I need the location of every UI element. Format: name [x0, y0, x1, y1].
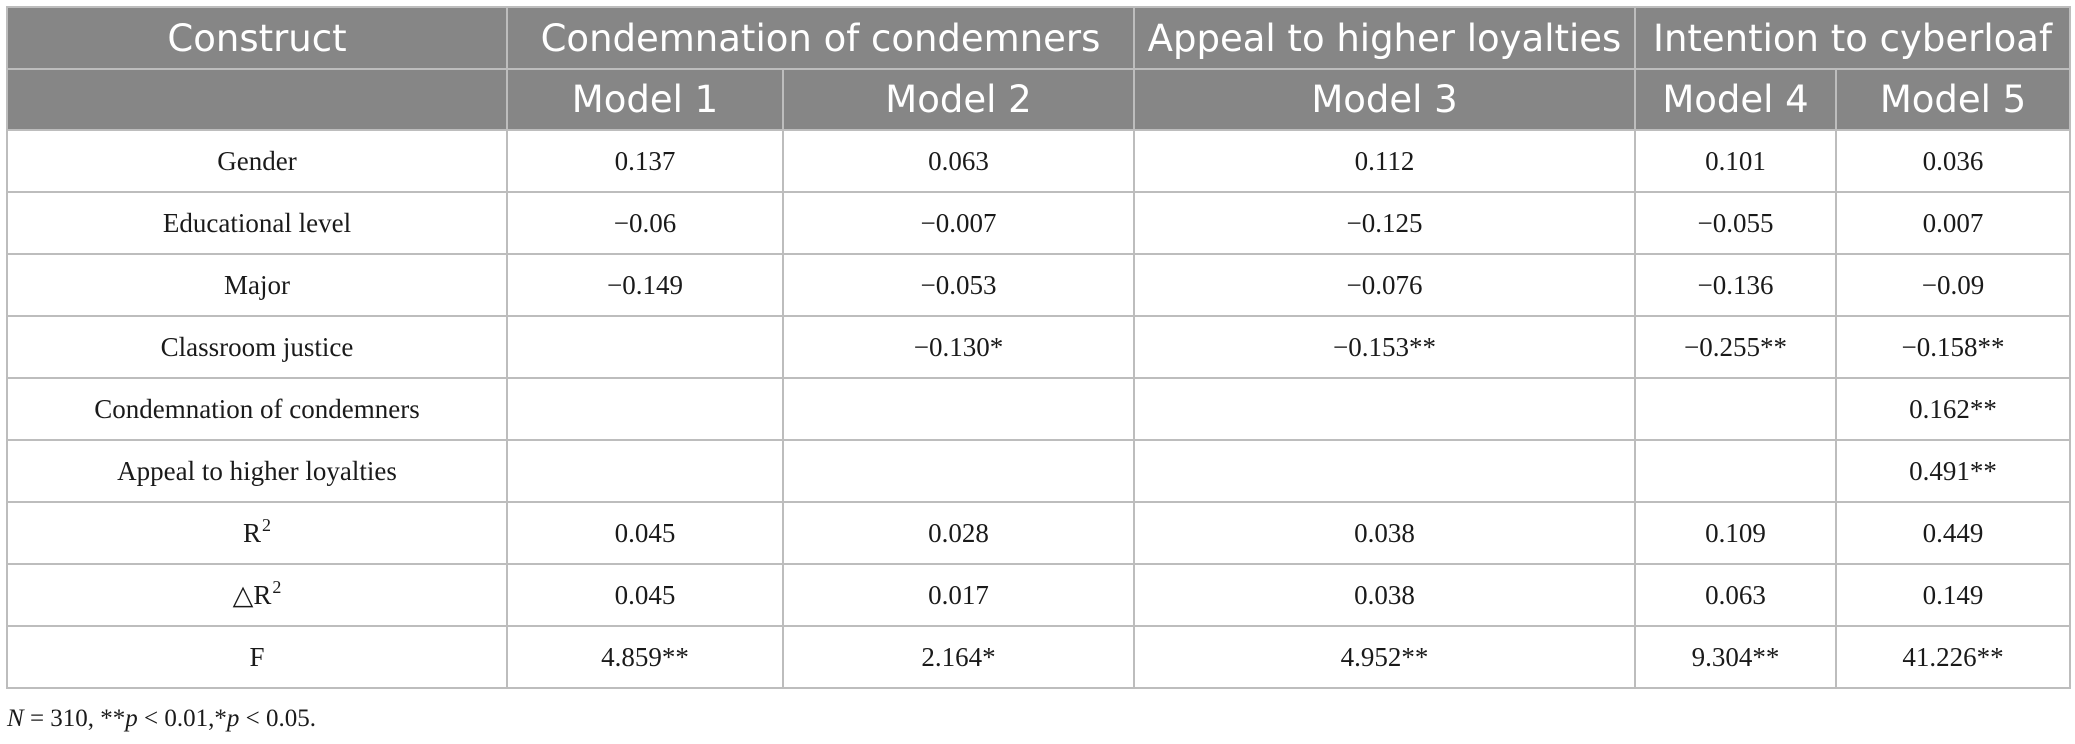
row-label	[7, 440, 507, 502]
cell-model-4: −0.055	[1635, 192, 1836, 254]
model-header-5: Model 5	[1836, 69, 2070, 130]
superscript: 2	[262, 514, 271, 535]
cell-model-2: −0.007	[783, 192, 1134, 254]
model-header-2: Model 2	[783, 69, 1134, 130]
cell-model-1: 4.859**	[507, 626, 783, 688]
cell-model-5: −0.09	[1836, 254, 2070, 316]
cell-model-5: −0.158**	[1836, 316, 2070, 378]
cell-model-1: −0.149	[507, 254, 783, 316]
row-label	[7, 564, 507, 626]
table-row	[7, 254, 2070, 316]
group-header-appeal: Appeal to higher loyalties	[1134, 7, 1635, 69]
cell-model-3: −0.153**	[1134, 316, 1635, 378]
cell-model-3: 0.038	[1134, 564, 1635, 626]
cell-model-2: 0.063	[783, 130, 1134, 192]
cell-model-5: 0.149	[1836, 564, 2070, 626]
cell-model-3: −0.125	[1134, 192, 1635, 254]
table-body	[7, 130, 2070, 688]
header-row-models	[7, 69, 2070, 130]
row-label	[7, 378, 507, 440]
row-label-text: Educational level	[162, 207, 352, 238]
table-row	[7, 440, 2070, 502]
cell-model-3: 4.952**	[1134, 626, 1635, 688]
model-header-1: Model 1	[507, 69, 783, 130]
cell-model-5: 0.162**	[1836, 378, 2070, 440]
cell-model-4: 0.109	[1635, 502, 1836, 564]
model-header-4: Model 4	[1635, 69, 1836, 130]
cell-model-2: 0.017	[783, 564, 1134, 626]
cell-model-4: 9.304**	[1635, 626, 1836, 688]
table-row	[7, 130, 2070, 192]
superscript: 2	[272, 576, 282, 597]
cell-model-1: 0.045	[507, 502, 783, 564]
cell-model-4: 0.063	[1635, 564, 1836, 626]
cell-model-4: −0.136	[1635, 254, 1836, 316]
cell-model-5: 0.491**	[1836, 440, 2070, 502]
row-label	[7, 254, 507, 316]
cell-model-1	[507, 440, 783, 502]
table-row	[7, 316, 2070, 378]
cell-model-1: −0.06	[507, 192, 783, 254]
cell-model-2	[783, 440, 1134, 502]
row-label-text: △R	[232, 579, 272, 610]
cell-model-2	[783, 378, 1134, 440]
row-label-text: Condemnation of condemners	[94, 393, 420, 424]
cell-model-2: −0.130*	[783, 316, 1134, 378]
table-row	[7, 378, 2070, 440]
cell-model-3	[1134, 378, 1635, 440]
table-row	[7, 502, 2070, 564]
row-label	[7, 316, 507, 378]
row-label	[7, 130, 507, 192]
cell-model-4: −0.255**	[1635, 316, 1836, 378]
cell-model-1	[507, 378, 783, 440]
row-label-text: Classroom justice	[160, 331, 354, 362]
construct-header: Construct	[7, 7, 507, 69]
row-label	[7, 192, 507, 254]
header-row-groups	[7, 7, 2070, 69]
cell-model-3: 0.038	[1134, 502, 1635, 564]
cell-model-5: 41.226**	[1836, 626, 2070, 688]
cell-model-3: −0.076	[1134, 254, 1635, 316]
cell-model-2: 2.164*	[783, 626, 1134, 688]
table-row	[7, 564, 2070, 626]
construct-header-blank	[7, 69, 507, 130]
cell-model-3	[1134, 440, 1635, 502]
group-header-condemnation: Condemnation of condemners	[507, 7, 1134, 69]
cell-model-1: 0.045	[507, 564, 783, 626]
table-header	[7, 7, 2070, 130]
row-label-text: Gender	[217, 145, 297, 176]
cell-model-5: 0.036	[1836, 130, 2070, 192]
regression-results-table	[6, 6, 2071, 689]
model-header-3: Model 3	[1134, 69, 1635, 130]
cell-model-4	[1635, 378, 1836, 440]
row-label-text: F	[249, 641, 265, 672]
cell-model-2: 0.028	[783, 502, 1134, 564]
cell-model-1	[507, 316, 783, 378]
row-label-text: R	[242, 517, 261, 548]
table-footnote: N = 310, **p < 0.01,*p < 0.05.	[7, 705, 317, 732]
row-label-text: Major	[224, 269, 290, 300]
cell-model-3: 0.112	[1134, 130, 1635, 192]
row-label	[7, 502, 507, 564]
row-label-text: Appeal to higher loyalties	[117, 455, 397, 486]
cell-model-2: −0.053	[783, 254, 1134, 316]
group-header-intention: Intention to cyberloaf	[1635, 7, 2070, 69]
cell-model-4: 0.101	[1635, 130, 1836, 192]
table-row	[7, 626, 2070, 688]
cell-model-4	[1635, 440, 1836, 502]
cell-model-1: 0.137	[507, 130, 783, 192]
row-label	[7, 626, 507, 688]
table-row	[7, 192, 2070, 254]
cell-model-5: 0.007	[1836, 192, 2070, 254]
cell-model-5: 0.449	[1836, 502, 2070, 564]
